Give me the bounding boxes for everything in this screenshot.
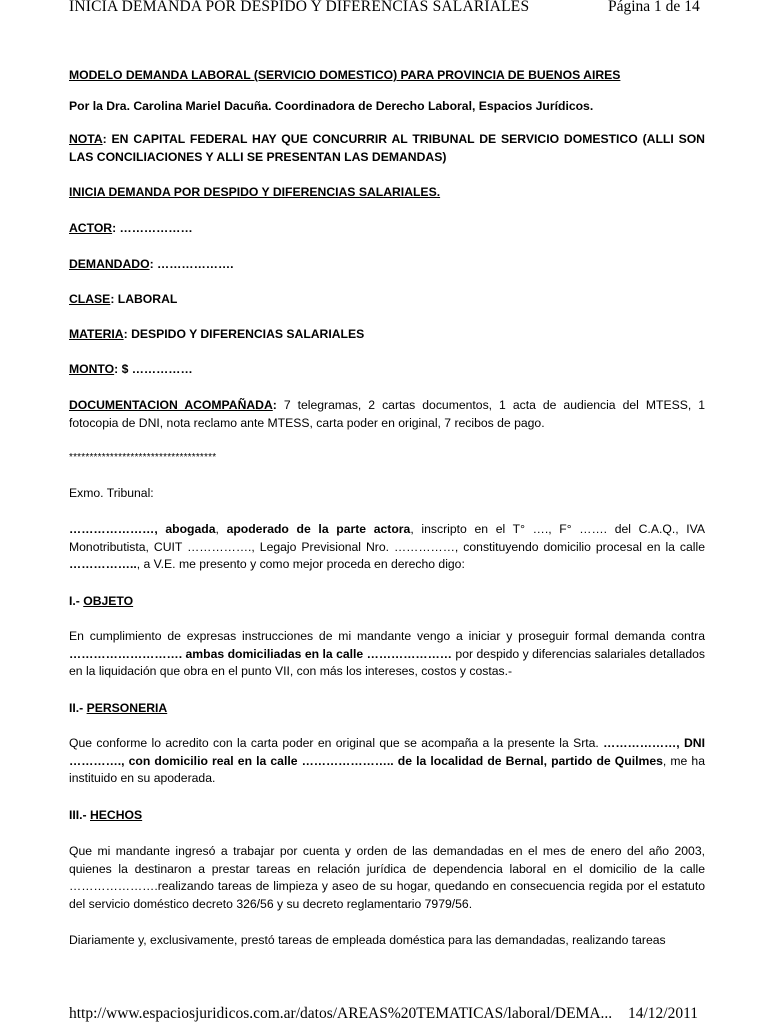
section-1-number: I.- <box>69 594 84 608</box>
documentation-text: 7 telegramas, 2 cartas documentos, 1 acta de audiencia del MTESS, 1 fotocopia de DNI, nota reclamo ante MTESS, carta poder en original, 7 recibos de pago. <box>69 398 705 430</box>
page-number: Página 1 de 14 <box>608 0 700 15</box>
author-line: Por la Dra. Carolina Mariel Dacuña. Coordinadora de Derecho Laboral, Espacios Jurídicos. <box>69 99 594 113</box>
clase-value: : LABORAL <box>110 292 178 306</box>
section-1-paragraph <box>69 628 705 681</box>
intro-bold-1: …………………, abogada <box>69 522 216 536</box>
clase-field <box>69 291 705 309</box>
salutation: Exmo. Tribunal: <box>69 486 154 500</box>
note-paragraph <box>69 131 705 166</box>
materia-label: MATERIA <box>69 327 124 341</box>
monto-label: MONTO <box>69 362 115 376</box>
source-url: http://www.espaciosjuridicos.com.ar/datos/AREAS%20TEMATICAS/laboral/DEMA... <box>69 1005 613 1022</box>
demandado-value: : ………………. <box>149 257 234 271</box>
demandado-field <box>69 256 705 274</box>
intro-text-2: , inscripto en el T° …., F° ……. del C.A.Q., IVA Monotributista, CUIT ……………., Legajo Previsional Nro. ……………, constituyendo domicilio procesal en la calle <box>69 522 705 554</box>
note-label: NOTA <box>69 132 103 146</box>
note-text: : EN CAPITAL FEDERAL HAY QUE CONCURRIR AL TRIBUNAL DE SERVICIO DOMESTICO (ALLI SON LAS CONCILIACIONES Y ALLI SE PRESENTAN LAS DEMANDAS) <box>69 132 705 164</box>
section-1-bold-1: ………………………. ambas domiciliadas en la calle ………………… <box>69 646 452 661</box>
section-2-text-1: Que conforme lo acredito con la carta poder en original que se acompaña a la presente la Srta. <box>69 736 604 750</box>
section-3-paragraph-1: Que mi mandante ingresó a trabajar por cuenta y orden de las demandadas en el mes de enero del año 2003, quienes la destinaron a prestar tareas en relación jurídica de dependencia laboral en el domicilio de la calle ………………….realizando tareas de limpieza y aseo de su hogar, quedando en consecuencia regida por el estatuto del servicio doméstico decreto 326/56 y su decreto reglamentario 7979/56. <box>69 844 705 911</box>
demand-heading: INICIA DEMANDA POR DESPIDO Y DIFERENCIAS SALARIALES. <box>69 185 441 199</box>
documentation-label: DOCUMENTACION ACOMPAÑADA <box>69 398 273 412</box>
section-1-heading <box>69 593 705 611</box>
section-2-label: PERSONERIA <box>86 701 168 715</box>
separator-stars: ************************************ <box>69 452 217 463</box>
section-3-number: III.- <box>69 808 90 822</box>
intro-text-3: , a V.E. me presento y como mejor proceda en derecho digo: <box>136 557 465 572</box>
materia-value: : DESPIDO Y DIFERENCIAS SALARIALES <box>123 327 365 341</box>
section-3-paragraph-2: Diariamente y, exclusivamente, prestó tareas de empleada doméstica para las demandadas, realizando tareas <box>69 933 666 947</box>
demandado-label: DEMANDADO <box>69 257 150 271</box>
section-2-bold-1: ………………, DNI …………., con domicilio real en la calle ………………….. de la localidad de Bernal, partido de Quilmes <box>69 736 705 768</box>
intro-bold-3: …………….. <box>69 557 137 572</box>
section-2-text-2: , me ha instituido en su apoderada. <box>69 753 705 786</box>
documentation-paragraph <box>69 397 705 432</box>
actor-label: ACTOR <box>69 221 113 235</box>
actor-value: : ……………… <box>112 221 193 235</box>
monto-value: : $ …………… <box>114 362 193 376</box>
section-2-number: II.- <box>69 701 87 715</box>
materia-field <box>69 326 705 344</box>
section-2-heading <box>69 700 705 718</box>
intro-paragraph <box>69 521 705 574</box>
actor-field <box>69 220 705 238</box>
header-title: INICIA DEMANDA POR DESPIDO Y DIFERENCIAS SALARIALES <box>69 0 530 15</box>
section-1-label: OBJETO <box>83 594 134 608</box>
intro-text-1: , <box>215 522 227 536</box>
clase-label: CLASE <box>69 292 111 306</box>
section-3-label: HECHOS <box>90 808 143 822</box>
documentation-colon: : <box>272 398 277 412</box>
section-3-heading <box>69 807 705 825</box>
monto-field <box>69 361 705 379</box>
section-2-paragraph <box>69 735 705 788</box>
intro-bold-2: apoderado de la parte actora <box>226 522 411 536</box>
section-1-text-2: por despido y diferencias salariales detallados en la liquidación que obra en el punto VII, con más los intereses, costos y costas.- <box>69 646 705 679</box>
document-title: MODELO DEMANDA LABORAL (SERVICIO DOMESTICO) PARA PROVINCIA DE BUENOS AIRES <box>69 68 621 82</box>
print-date: 14/12/2011 <box>628 1005 699 1022</box>
section-1-text-1: En cumplimiento de expresas instrucciones de mi mandante vengo a iniciar y proseguir formal demanda contra <box>69 629 705 643</box>
